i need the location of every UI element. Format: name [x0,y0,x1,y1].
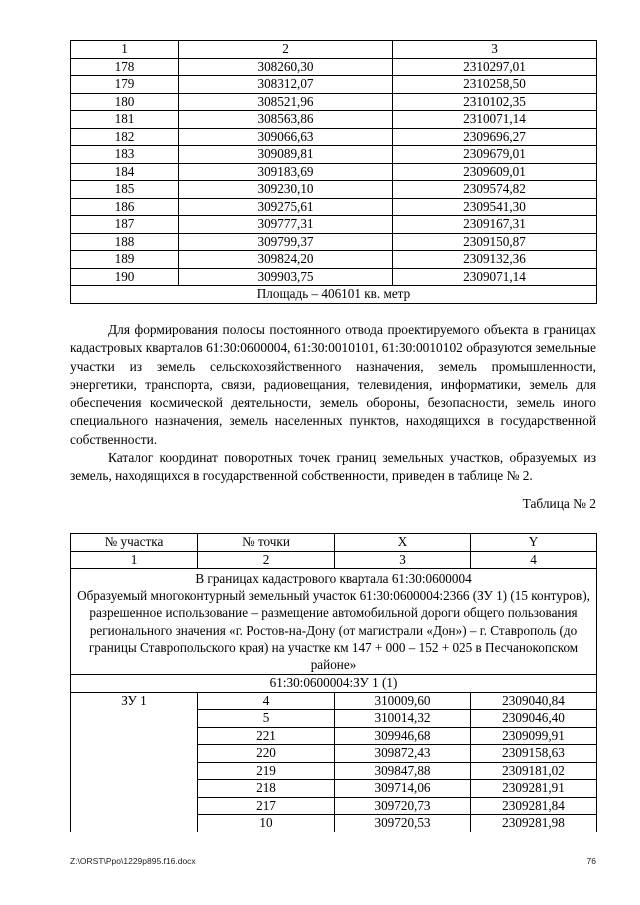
table-row [71,233,597,251]
coordinates-table-2-body [71,534,597,832]
table-row [71,216,597,234]
table-cell: 309275,61 [179,198,393,216]
table-cell: 217 [198,797,335,815]
table-cell: 189 [71,251,179,269]
table-cell: 2309541,30 [393,198,597,216]
table-cell: 2309679,01 [393,146,597,164]
table-cell: 179 [71,76,179,94]
column-number-cell: 2 [198,551,335,569]
table-cell: 309872,43 [335,745,471,763]
table-cell: 10 [198,815,335,832]
table-header-cell: № участка [71,534,198,552]
table-cell: 188 [71,233,179,251]
table-cell: 219 [198,762,335,780]
table-row [71,58,597,76]
table-cell: 2309181,02 [471,762,597,780]
table-row [71,111,597,129]
table-cell: 309720,73 [335,797,471,815]
parcel-description-row [71,569,597,675]
table-row [71,128,597,146]
table-cell: 309089,81 [179,146,393,164]
contour-cell: 61:30:0600004:ЗУ 1 (1) [71,675,597,693]
table-cell: 2310071,14 [393,111,597,129]
table-row [71,692,597,710]
table-cell: 2309071,14 [393,268,597,286]
coordinates-table-1 [70,40,597,304]
table-cell: 4 [198,692,335,710]
table-cell: 181 [71,111,179,129]
table-cell: 2310297,01 [393,58,597,76]
table-caption: Таблица № 2 [522,496,596,511]
table-cell: 180 [71,93,179,111]
table-row [71,268,597,286]
area-cell: Площадь – 406101 кв. метр [71,286,597,304]
table-cell: 309714,06 [335,780,471,798]
parcel-description-cell [71,569,597,675]
table-cell: 185 [71,181,179,199]
table-header-cell: 1 [71,41,179,59]
table-cell: 309799,37 [179,233,393,251]
paragraph-catalog: Каталог координат поворотных точек границ земельных участков, образуемых из земель, находящихся в государственной собственности, приведен в таблице № 2. [70,450,596,484]
table-cell: 309183,69 [179,163,393,181]
table-cell: 2310258,50 [393,76,597,94]
table-cell: 2309158,63 [471,745,597,763]
paragraph-land-formation: Для формирования полосы постоянного отвода проектируемого объекта в границах кадастровых кварталов 61:30:0600004, 61:30:0010101, 61:30:0010102 образуются земельные участки из земель сельскохозяйственного назначения, земель промышленности, энергетики, транспорта, связи, радиовещания, телевидения, информатики, земель для обеспечения космической деятельности, земель обороны, безопасности, земель иного специального назначения, земель населенных пунктов, находящихся в государственной собственности. [70,322,596,447]
table-cell: 309230,10 [179,181,393,199]
table-cell: 187 [71,216,179,234]
table-row [71,251,597,269]
column-number-cell: 1 [71,551,198,569]
parcel-id-cell: ЗУ 1 [71,692,198,832]
table-cell: 2309281,91 [471,780,597,798]
table-cell: 5 [198,710,335,728]
table-cell: 2310102,35 [393,93,597,111]
table-header-cell: Y [471,534,597,552]
area-row [71,286,597,304]
table-cell: 178 [71,58,179,76]
table-cell: 308563,86 [179,111,393,129]
table-cell: 182 [71,128,179,146]
column-number-cell: 4 [471,551,597,569]
table-cell: 2309281,84 [471,797,597,815]
column-number-cell: 3 [335,551,471,569]
table-header-cell: X [335,534,471,552]
table-header-cell: 3 [393,41,597,59]
table-cell: 308312,07 [179,76,393,94]
table-row [71,198,597,216]
table-cell: 309946,68 [335,727,471,745]
table-header-row [71,41,597,59]
table-cell: 2309099,91 [471,727,597,745]
contour-row [71,675,597,693]
table-cell: 309824,20 [179,251,393,269]
table-cell: 184 [71,163,179,181]
table-row [71,76,597,94]
table-cell: 308521,96 [179,93,393,111]
table-row [71,181,597,199]
quarter-title: В границах кадастрового квартала 61:30:0600004 [195,571,472,586]
parcel-description: Образуемый многоконтурный земельный участок 61:30:0600004:2366 (ЗУ 1) (15 контуров), разрешенное использование – размещение автомобильной дороги общего пользования регионального значения «г. Ростов-на-Дону (от магистрали «Дон») – г. Ставрополь (до границы Ставропольского края) на участке км 147 + 000 – 152 + 025 в Песчанокопском районе» [77,588,590,673]
table-row [71,146,597,164]
table-cell: 2309040,84 [471,692,597,710]
table-cell: 2309150,87 [393,233,597,251]
footer-file-path: Z:\ORST\Ppo\1229p895.f16.docx [70,856,196,866]
table-row [71,163,597,181]
table-cell: 2309167,31 [393,216,597,234]
table-cell: 2309046,40 [471,710,597,728]
table-cell: 2309696,27 [393,128,597,146]
table-header-row [71,534,597,552]
table-cell: 309903,75 [179,268,393,286]
table-cell: 220 [198,745,335,763]
table-cell: 309777,31 [179,216,393,234]
table-cell: 2309609,01 [393,163,597,181]
column-number-row [71,551,597,569]
table-header-cell: 2 [179,41,393,59]
footer-page-number: 76 [586,856,596,866]
table-cell: 218 [198,780,335,798]
table-cell: 2309281,98 [471,815,597,832]
coordinates-table-1-body [71,41,597,286]
table-cell: 308260,30 [179,58,393,76]
table-cell: 2309132,36 [393,251,597,269]
table-cell: 190 [71,268,179,286]
coordinates-table-2 [70,533,597,832]
table-cell: 183 [71,146,179,164]
table-cell: 309847,88 [335,762,471,780]
table-cell: 2309574,82 [393,181,597,199]
table-cell: 309066,63 [179,128,393,146]
table-row [71,93,597,111]
table-cell: 221 [198,727,335,745]
table-cell: 310014,32 [335,710,471,728]
table-cell: 309720,53 [335,815,471,832]
table-header-cell: № точки [198,534,335,552]
table-cell: 310009,60 [335,692,471,710]
table-cell: 186 [71,198,179,216]
